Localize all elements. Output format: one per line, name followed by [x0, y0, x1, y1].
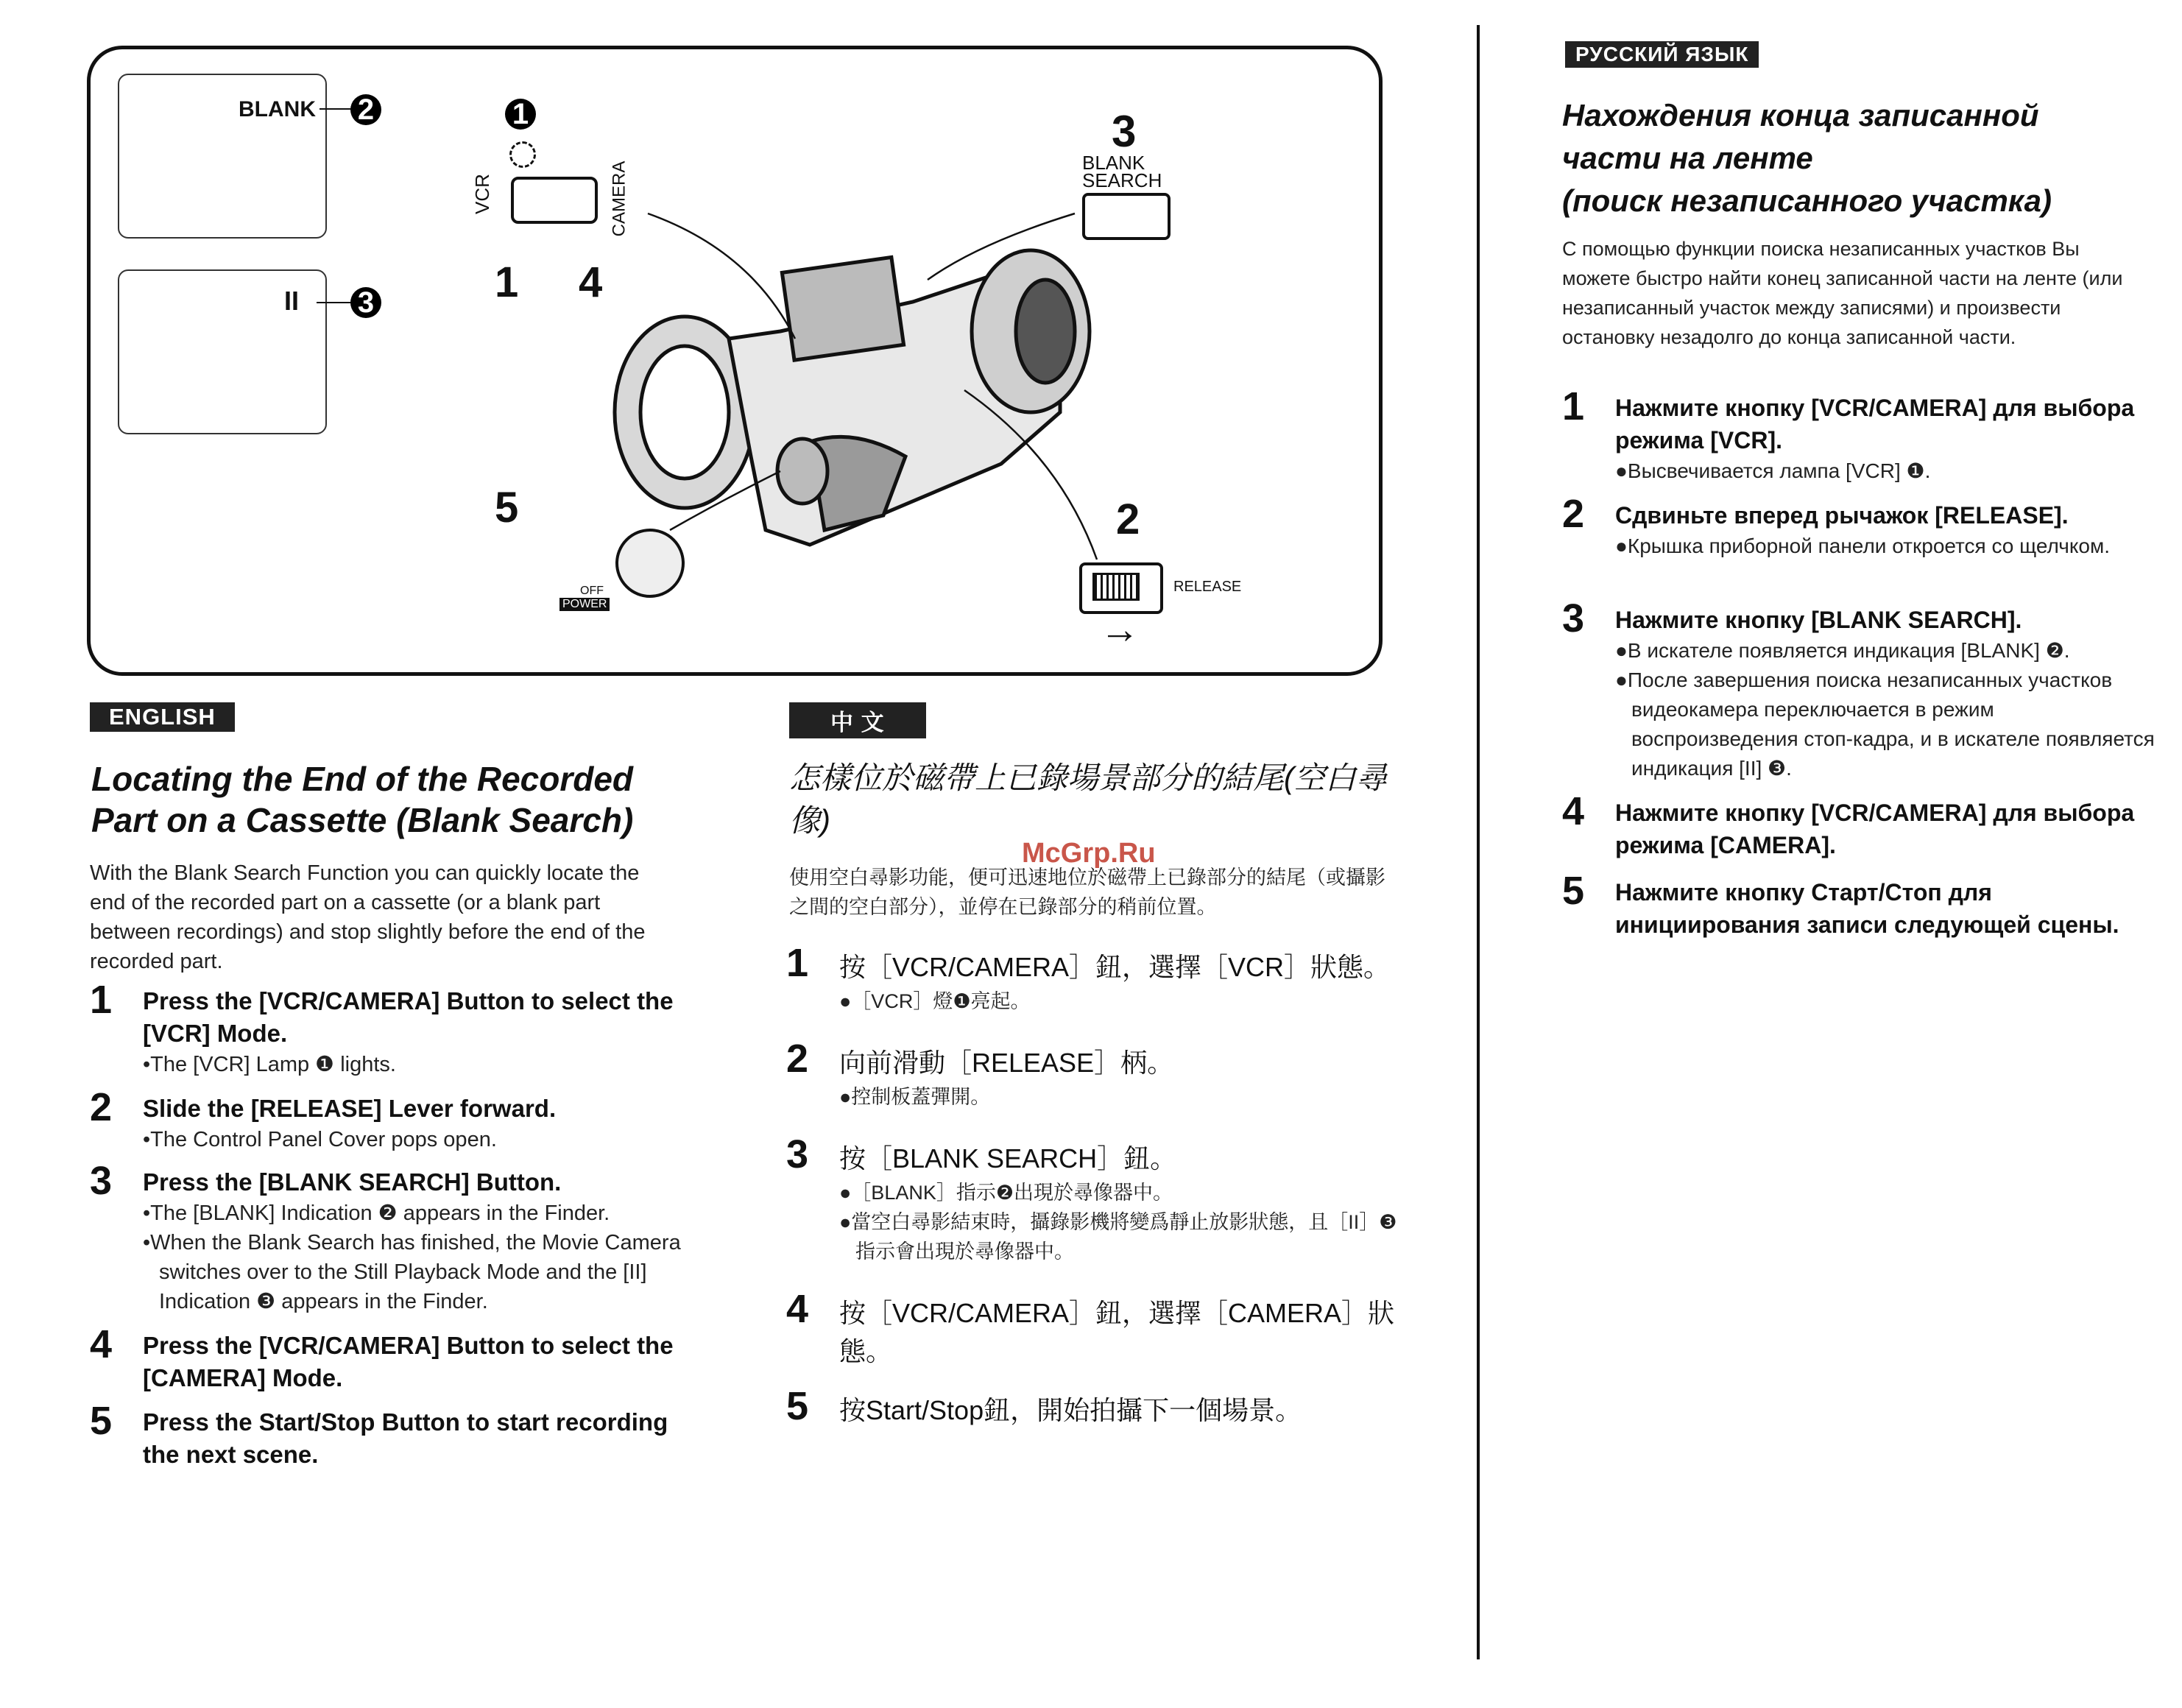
english-title	[91, 758, 633, 841]
release-lever-slider	[1092, 573, 1140, 601]
step-note: ●當空白尋影結束時，攝錄影機將變爲靜止放影狀態，且［II］❸指示會出現於尋像器中。	[839, 1211, 1397, 1263]
callout-3-icon: 3	[350, 287, 381, 318]
step-text: Нажмите кнопку [BLANK SEARCH].	[1615, 607, 2022, 633]
step-number: 5	[1562, 869, 1585, 913]
chinese-intro: 使用空白尋影功能，便可迅速地位於磁帶上已錄部分的結尾（或攝影之間的空白部分），並停在已錄部分的稍前位置。	[789, 867, 1385, 918]
step-number: 4	[90, 1322, 113, 1366]
russian-step	[1562, 789, 2166, 861]
blank-search-label: SEARCH	[1082, 169, 1162, 191]
russian-step	[1562, 596, 2166, 783]
chinese-title-line: 怎樣位於磁帶上已錄場景部分的結尾(空白尋	[789, 761, 1387, 795]
step-note: ●［BLANK］指示❷出現於尋像器中。	[839, 1182, 1173, 1204]
step-text: 按［VCR/CAMERA］鈕，選擇［VCR］狀態。	[839, 952, 1391, 982]
step-number: 1	[1562, 384, 1585, 428]
step-number: 4	[786, 1287, 809, 1331]
step-note: •When the Blank Search has finished, the Movie Camera switches over to the Still Playback Mode and the [II] Indication ❸ appears in the Finder.	[143, 1231, 681, 1313]
chinese-step	[786, 1037, 1405, 1112]
diagram-number-4: 4	[579, 258, 603, 306]
step-note: •The [VCR] Lamp ❶ lights.	[143, 1053, 396, 1076]
step-text: Нажмите кнопку Старт/Стоп для инициирования записи следующей сцены.	[1615, 879, 2119, 938]
english-title-line: Locating the End of the Recorded	[91, 760, 634, 798]
step-number: 2	[90, 1085, 113, 1129]
step-number: 2	[1562, 492, 1585, 536]
power-label: POWER	[559, 598, 610, 611]
step-text: 按Start/Stop鈕，開始拍攝下一個場景。	[839, 1395, 1302, 1425]
step-number: 5	[90, 1399, 113, 1443]
step-note: ●控制板蓋彈開。	[839, 1086, 991, 1108]
step-note: ●После завершения поиска незаписанных участков видеокамера переключается в режим воспроизведения стоп-кадра, и в искателе появляется индикация [II] ❸.	[1615, 668, 2155, 780]
step-text: Press the [BLANK SEARCH] Button.	[143, 1168, 562, 1196]
step-note: ●Высвечивается лампа [VCR] ❶.	[1615, 459, 1931, 482]
english-title-line: Part on a Cassette (Blank Search)	[91, 801, 634, 839]
step-number: 3	[1562, 596, 1585, 640]
section-tag-chinese: 中 文	[789, 702, 926, 738]
diagram-number-3: 3	[1112, 107, 1137, 156]
release-label: RELEASE	[1173, 579, 1242, 595]
step-number: 5	[786, 1384, 809, 1428]
russian-intro: С помощью функции поиска незаписанных участков Вы можете быстро найти конец записанной части на ленте (или незаписанный участок между записями) и произвести остановку незадолго до конца записанной части.	[1562, 238, 2123, 348]
chinese-title	[789, 757, 1387, 842]
chinese-step	[786, 1132, 1405, 1266]
step-number: 1	[90, 978, 113, 1022]
russian-step	[1562, 869, 2166, 941]
english-step	[90, 978, 693, 1079]
watermark: McGrp.Ru	[1022, 838, 1156, 869]
arrow-right-icon: →	[1100, 607, 1140, 652]
off-label: OFF	[580, 585, 604, 597]
step-note: ●Крышка приборной панели откроется со щелчком.	[1615, 534, 2110, 557]
russian-title-line: (поиск незаписанного участка)	[1562, 183, 2052, 218]
step-number: 2	[786, 1037, 809, 1081]
camera-label: CAMERA	[609, 160, 629, 237]
leader-lines	[0, 0, 1399, 663]
english-step	[90, 1322, 693, 1394]
step-text: 向前滑動［RELEASE］柄。	[839, 1048, 1174, 1078]
step-number: 3	[90, 1159, 113, 1203]
step-note: •The [BLANK] Indication ❷ appears in the Finder.	[143, 1201, 610, 1225]
step-text: 按［VCR/CAMERA］鈕，選擇［CAMERA］狀態。	[839, 1298, 1395, 1366]
section-tag-english: ENGLISH	[90, 702, 235, 732]
english-step	[90, 1159, 693, 1316]
pause-indicator: II	[284, 286, 300, 316]
callout-2-icon: 2	[350, 94, 381, 125]
step-note: •The Control Panel Cover pops open.	[143, 1128, 497, 1151]
vcr-label: VCR	[470, 174, 493, 214]
step-number: 1	[786, 941, 809, 985]
step-note: ●В искателе появляется индикация [BLANK] ❷.	[1615, 639, 2070, 662]
russian-step	[1562, 384, 2166, 486]
step-text: Нажмите кнопку [VCR/CAMERA] для выбора режима [VCR].	[1615, 395, 2135, 454]
step-text: Сдвиньте вперед рычажок [RELEASE].	[1615, 502, 2069, 529]
russian-title	[1562, 94, 2052, 222]
chinese-title-line: 像)	[789, 803, 830, 838]
diagram-number-5: 5	[495, 484, 519, 532]
step-text: Нажмите кнопку [VCR/CAMERA] для выбора режима [CAMERA].	[1615, 800, 2135, 858]
step-text: 按［BLANK SEARCH］鈕。	[839, 1143, 1177, 1174]
column-divider	[1477, 25, 1480, 1659]
diagram-number-2: 2	[1116, 495, 1140, 543]
english-intro: With the Blank Search Function you can quickly locate the end of the recorded part on a cassette (or a blank part between recordings) and stop slightly before the end of the recorded part.	[90, 861, 646, 973]
step-number: 4	[1562, 789, 1585, 833]
step-text: Press the [VCR/CAMERA] Button to select the [CAMERA] Mode.	[143, 1332, 674, 1391]
russian-title-line: части на ленте	[1562, 141, 1813, 175]
russian-title-line: Нахождения конца записанной	[1562, 98, 2039, 133]
power-dial-icon	[615, 529, 685, 598]
chinese-step	[786, 1287, 1405, 1371]
step-note: ●［VCR］燈❶亮起。	[839, 990, 1031, 1012]
english-step	[90, 1399, 693, 1471]
section-tag-russian: РУССКИЙ ЯЗЫК	[1565, 41, 1759, 68]
step-text: Slide the [RELEASE] Lever forward.	[143, 1095, 557, 1122]
english-step	[90, 1085, 693, 1154]
diagram-number-1: 1	[495, 258, 519, 306]
chinese-step	[786, 941, 1405, 1016]
blank-indicator: BLANK	[239, 97, 316, 121]
blank-search-label: BLANK	[1082, 152, 1145, 174]
chinese-step	[786, 1384, 1405, 1430]
step-text: Press the Start/Stop Button to start recording the next scene.	[143, 1408, 668, 1468]
step-number: 3	[786, 1132, 809, 1176]
russian-step	[1562, 492, 2166, 561]
callout-1-icon: 1	[505, 99, 536, 130]
step-text: Press the [VCR/CAMERA] Button to select the [VCR] Mode.	[143, 987, 674, 1047]
